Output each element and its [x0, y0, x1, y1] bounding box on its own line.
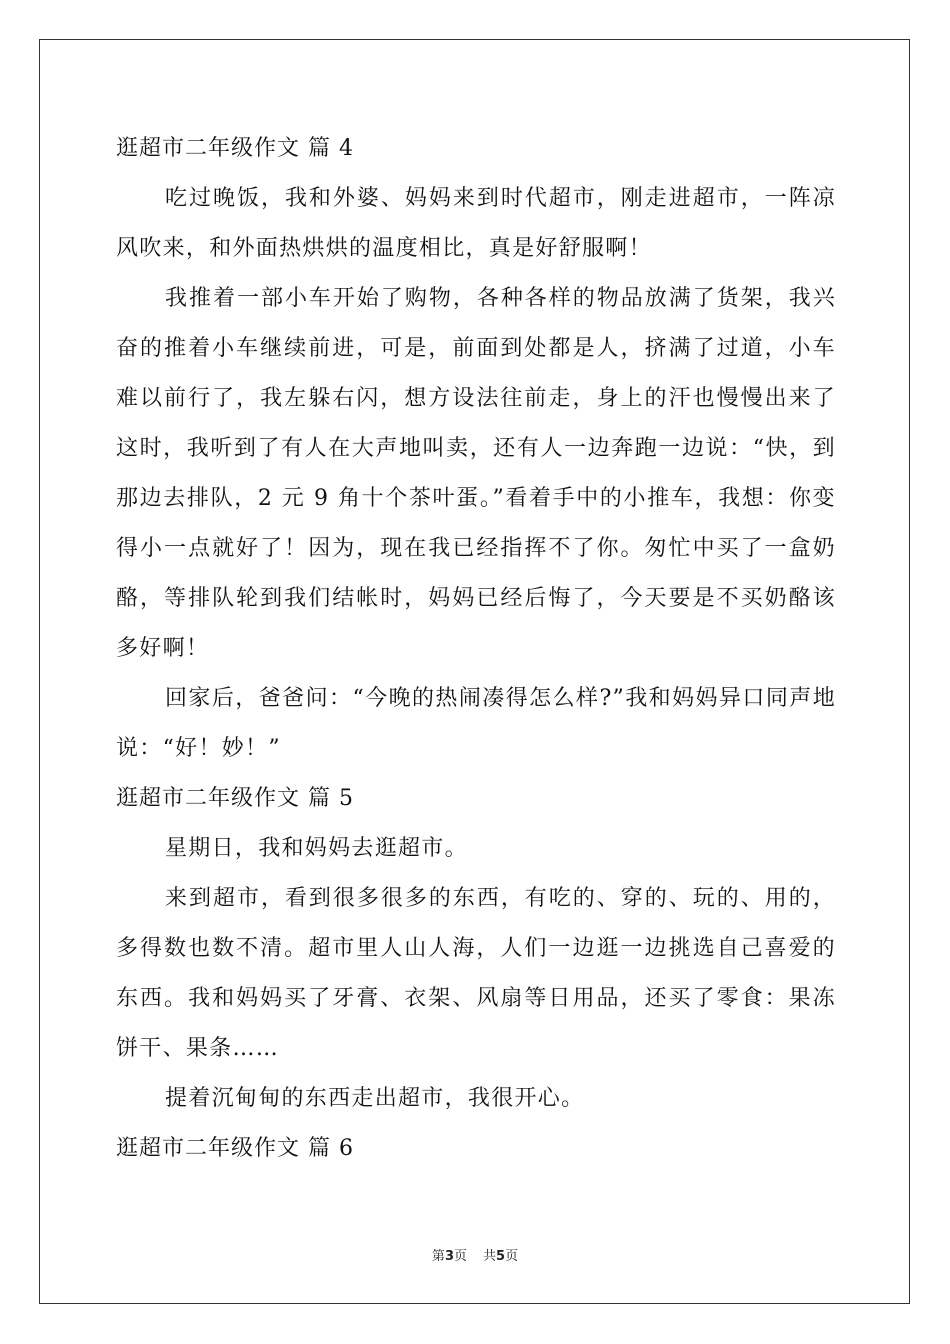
- section-heading: 逛超市二年级作文 篇 6: [116, 1136, 354, 1161]
- page-total: 5: [496, 1249, 506, 1264]
- document-body: [116, 124, 836, 1174]
- paragraph: 吃过晚饭，我和外婆、妈妈来到时代超市，刚走进超市，一阵凉风吹来，和外面热烘烘的温度相比，真是好舒服啊！: [116, 186, 836, 261]
- paragraph: 提着沉甸甸的东西走出超市，我很开心。: [165, 1086, 585, 1111]
- page-prefix: 第: [431, 1249, 445, 1264]
- paragraph: 来到超市，看到很多很多的东西，有吃的、穿的、玩的、用的，多得数也数不清。超市里人山人海，人们一边逛一边挑选自己喜爱的东西。我和妈妈买了牙膏、衣架、风扇等日用品，还买了零食：果冻饼干、果条……: [116, 886, 836, 1061]
- page-mid: 页: [453, 1249, 467, 1264]
- total-prefix: 共: [483, 1249, 497, 1264]
- total-suffix: 页: [505, 1249, 519, 1264]
- page-current: 3: [444, 1249, 454, 1264]
- paragraph: 我推着一部小车开始了购物，各种各样的物品放满了货架，我兴奋的推着小车继续前进，可是，前面到处都是人，挤满了过道，小车难以前行了，我左躲右闪，想方设法往前走，身上的汗也慢慢出来了这时，我听到了有人在大声地叫卖，还有人一边奔跑一边说：“快，到那边去排队，2 元 9 角十个茶叶蛋。”看着手中的小推车，我想：你变得小一点就好了！因为，现在我已经指挥不了你。匆忙中买了一盒奶酪，等排队轮到我们结帐时，妈妈已经后悔了，今天要是不买奶酪该多好啊！: [116, 286, 836, 661]
- section-heading: 逛超市二年级作文 篇 4: [116, 136, 354, 161]
- paragraph: 回家后，爸爸问：“今晚的热闹凑得怎么样?”我和妈妈异口同声地说：“好！妙！”: [116, 686, 836, 761]
- page-footer: [0, 1245, 950, 1264]
- section-heading: 逛超市二年级作文 篇 5: [116, 786, 354, 811]
- paragraph: 星期日，我和妈妈去逛超市。: [165, 836, 468, 861]
